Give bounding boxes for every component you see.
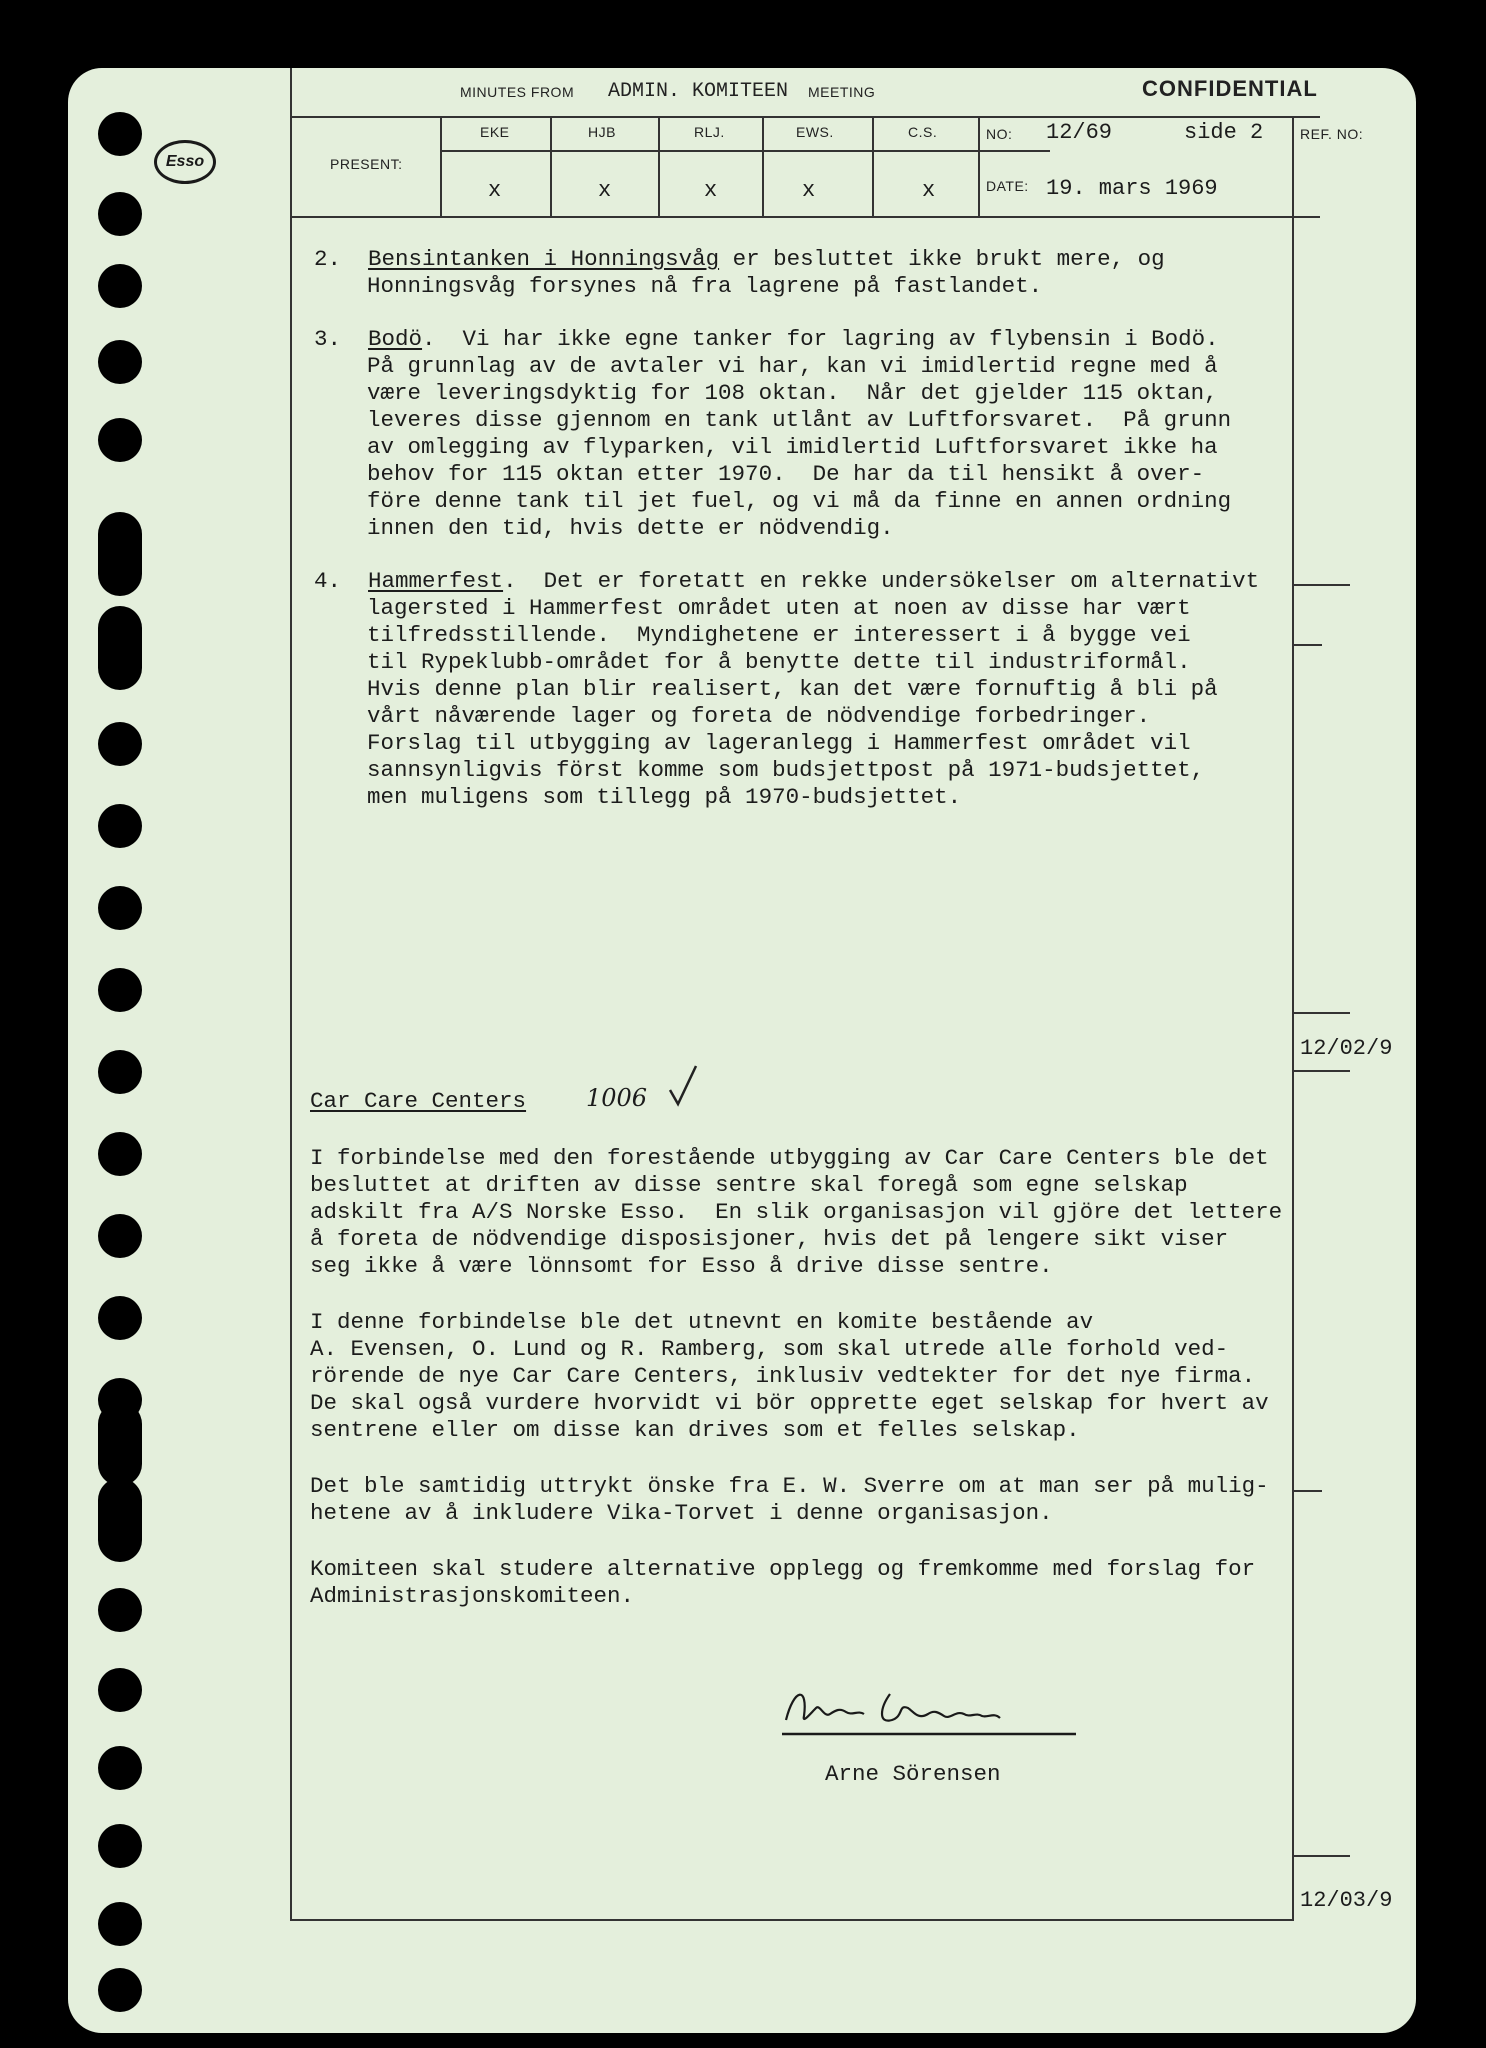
- item-3-line: være leveringsdyktig for 108 oktan. Når det gjelder 115 oktan,: [367, 380, 1218, 406]
- item-4-line: lagersted i Hammerfest området uten at noen av disse har vært: [367, 595, 1191, 621]
- item-3-line: av omlegging av flyparken, vil imidlertid Luftforsvaret ikke ha: [367, 434, 1218, 460]
- col-rule: [550, 116, 552, 216]
- item-3-line: innen den tid, hvis dette er nödvendig.: [367, 515, 894, 541]
- attendee-rlj: RLJ.: [694, 124, 725, 140]
- col-rule: [872, 116, 874, 216]
- check-mark-icon: [668, 1064, 700, 1108]
- punch-hole: [98, 418, 142, 462]
- minutes-number: 12/69: [1046, 120, 1113, 145]
- meeting-label: MEETING: [808, 84, 876, 100]
- punch-hole: [98, 1214, 142, 1258]
- car-care-p1-line: besluttet at driften av disse sentre skal foregå som egne selskap: [310, 1172, 1188, 1198]
- punch-hole: [98, 1132, 142, 1176]
- signatory-name: Arne Sörensen: [825, 1761, 1001, 1787]
- margin-mark: [1292, 644, 1322, 646]
- car-care-p1-line: adskilt fra A/S Norske Esso. En slik organisasjon vil gjöre det lettere: [310, 1199, 1283, 1225]
- punch-hole: [98, 1746, 142, 1790]
- item-text: . Vi har ikke egne tanker for lagring av flybensin i Bodö.: [422, 326, 1219, 352]
- page-side: side 2: [1184, 120, 1264, 145]
- ref-column-rule: [1292, 116, 1294, 1921]
- header-bottom-rule: [290, 216, 1320, 218]
- no-label: NO:: [986, 126, 1013, 142]
- document-sheet: [68, 68, 1416, 2033]
- header-top-rule: [290, 116, 1320, 118]
- margin-date: 12/02/9: [1300, 1036, 1393, 1061]
- attendee-eke: EKE: [480, 124, 510, 140]
- header-left-rule: [290, 68, 292, 1921]
- punch-hole: [98, 1902, 142, 1946]
- punch-hole: [98, 1050, 142, 1094]
- attendee-header-rule: [440, 150, 1050, 152]
- punch-hole: [98, 264, 142, 308]
- punch-hole: [98, 1296, 142, 1340]
- attendance-mark: x: [598, 178, 612, 203]
- punch-hole: [98, 340, 142, 384]
- present-label: PRESENT:: [330, 156, 403, 172]
- attendee-ews: EWS.: [796, 124, 834, 140]
- item-4-line: men muligens som tillegg på 1970-budsjettet.: [367, 784, 962, 810]
- ref-no-label: REF. NO:: [1300, 126, 1364, 142]
- item-title: Hammerfest: [368, 568, 504, 594]
- car-care-p4-line: Komiteen skal studere alternative opplegg og fremkomme med forslag for: [310, 1556, 1256, 1582]
- item-number: 2.: [314, 246, 342, 272]
- minutes-from-label: MINUTES FROM: [460, 84, 575, 100]
- punch-hole: [98, 722, 142, 766]
- attendance-mark: x: [802, 178, 816, 203]
- binder-slot: [98, 1478, 142, 1562]
- item-text: . Det er foretatt en rekke undersökelser om alternativt: [503, 568, 1260, 594]
- attendance-mark: x: [488, 178, 502, 203]
- punch-hole: [98, 112, 142, 156]
- item-number: 3.: [314, 326, 342, 352]
- car-care-p2-line: rörende de nye Car Care Centers, inklusiv vedtekter for det nye firma.: [310, 1363, 1256, 1389]
- car-care-p3-line: Det ble samtidig uttrykt önske fra E. W. Sverre om at man ser på mulig-: [310, 1473, 1269, 1499]
- item-text: er besluttet ikke brukt mere, og: [719, 246, 1165, 272]
- item-3-line: före denne tank til jet fuel, og vi må da finne en annen ordning: [367, 488, 1232, 514]
- item-title: Bensintanken i Honningsvåg: [368, 246, 720, 272]
- item-title: Bodö: [368, 326, 423, 352]
- date-label: DATE:: [986, 178, 1029, 194]
- committee-name: ADMIN. KOMITEEN: [608, 80, 789, 103]
- binder-slot: [98, 512, 142, 596]
- car-care-p4-line: Administrasjonskomiteen.: [310, 1583, 635, 1609]
- punch-hole: [98, 1668, 142, 1712]
- car-care-p1-line: seg ikke å være lönnsomt for Esso å drive disse sentre.: [310, 1253, 1053, 1279]
- col-rule: [978, 116, 980, 216]
- item-number: 4.: [314, 568, 342, 594]
- punch-hole: [98, 192, 142, 236]
- item-2: [314, 246, 1165, 273]
- margin-mark: [1292, 1490, 1322, 1492]
- item-3-line: På grunnlag av de avtaler vi har, kan vi imidlertid regne med å: [367, 353, 1218, 379]
- item-4-line: Forslag til utbygging av lageranlegg i Hammerfest området vil: [367, 730, 1191, 756]
- car-care-p3-line: hetene av å inkludere Vika-Torvet i denne organisasjon.: [310, 1500, 1053, 1526]
- col-rule: [440, 116, 442, 216]
- car-care-heading: Car Care Centers: [310, 1088, 527, 1114]
- confidential-label: CONFIDENTIAL: [1142, 76, 1318, 101]
- item-4-line: vårt nåværende lager og foreta de nödvendige forbedringer.: [367, 703, 1151, 729]
- col-rule: [762, 116, 764, 216]
- item-4: [314, 568, 1259, 595]
- item-2-line: Honningsvåg forsynes nå fra lagrene på fastlandet.: [367, 273, 1043, 299]
- margin-mark: [1292, 1012, 1350, 1014]
- meeting-date: 19. mars 1969: [1046, 176, 1218, 201]
- punch-hole: [98, 886, 142, 930]
- margin-mark: [1292, 1070, 1350, 1072]
- item-4-line: tilfredsstillende. Myndighetene er interessert i å bygge vei: [367, 622, 1191, 648]
- car-care-p2-line: I denne forbindelse ble det utnevnt en komite bestående av: [310, 1309, 1094, 1335]
- esso-logo: Esso: [154, 140, 216, 184]
- car-care-p1-line: å foreta de nödvendige disposisjoner, hvis det på lengere sikt viser: [310, 1226, 1229, 1252]
- attendance-mark: x: [704, 178, 718, 203]
- attendee-cs: C.S.: [908, 124, 938, 140]
- col-rule: [658, 116, 660, 216]
- footer-rule: [290, 1919, 1294, 1921]
- item-4-line: sannsynligvis först komme som budsjettpost på 1971-budsjettet,: [367, 757, 1205, 783]
- car-care-p2-line: sentrene eller om disse kan drives som et felles selskap.: [310, 1417, 1080, 1443]
- punch-hole: [98, 1968, 142, 2012]
- handwritten-annotation: 1006: [586, 1084, 648, 1112]
- car-care-p1-line: I forbindelse med den forestående utbygging av Car Care Centers ble det: [310, 1145, 1269, 1171]
- handwritten-signature: [780, 1668, 1080, 1742]
- punch-hole: [98, 1588, 142, 1632]
- attendance-mark: x: [922, 178, 936, 203]
- punch-hole: [98, 804, 142, 848]
- binder-slot: [98, 606, 142, 690]
- car-care-p2-line: A. Evensen, O. Lund og R. Ramberg, som skal utrede alle forhold ved-: [310, 1336, 1229, 1362]
- margin-mark: [1292, 584, 1350, 586]
- binder-slot: [98, 1402, 142, 1486]
- item-3-line: leveres disse gjennom en tank utlånt av Luftforsvaret. På grunn: [367, 407, 1232, 433]
- item-4-line: til Rypeklubb-området for å benytte dette til industriformål.: [367, 649, 1191, 675]
- car-care-p2-line: De skal også vurdere hvorvidt vi bör opprette eget selskap for hvert av: [310, 1390, 1269, 1416]
- attendee-hjb: HJB: [588, 124, 616, 140]
- item-4-line: Hvis denne plan blir realisert, kan det være fornuftig å bli på: [367, 676, 1218, 702]
- margin-date: 12/03/9: [1300, 1888, 1393, 1913]
- item-3-line: behov for 115 oktan etter 1970. De har da til hensikt å over-: [367, 461, 1205, 487]
- punch-hole: [98, 1824, 142, 1868]
- margin-mark: [1292, 1855, 1350, 1857]
- item-3: [314, 326, 1219, 353]
- punch-hole: [98, 968, 142, 1012]
